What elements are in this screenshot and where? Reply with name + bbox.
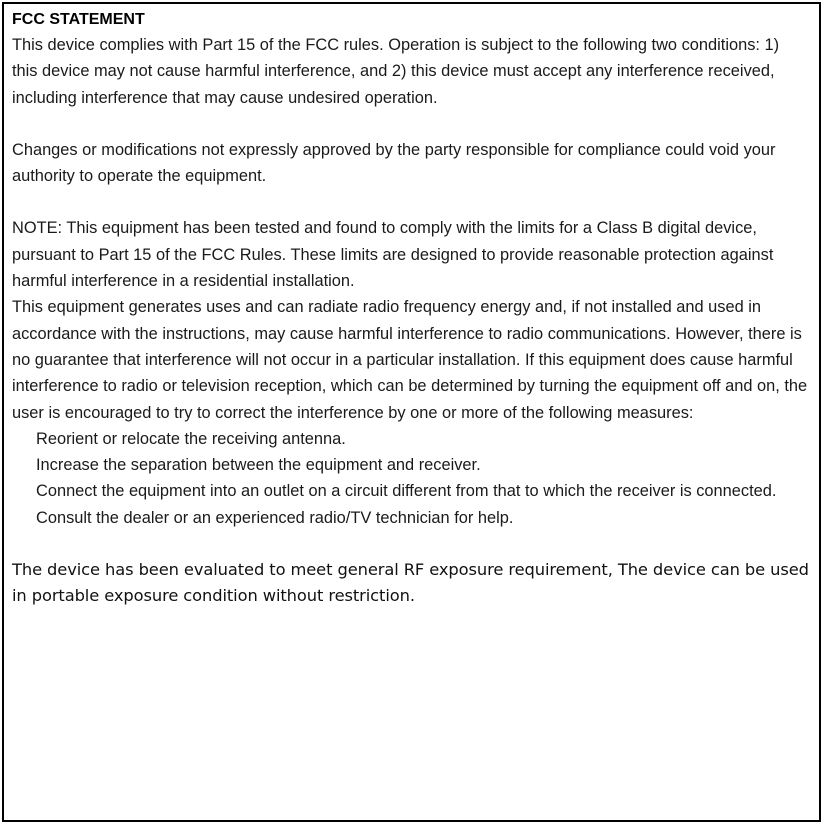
paragraph-gap	[12, 531, 809, 557]
measure-item: Reorient or relocate the receiving antenna.	[36, 429, 346, 448]
measure-item: Increase the separation between the equipment and receiver.	[36, 456, 481, 475]
modifications-paragraph: Changes or modifications not expressly approved by the party responsible for compliance could void your authority to operate the equipment.	[12, 140, 776, 186]
measures-list	[12, 426, 809, 531]
interference-paragraph: This equipment generates uses and can radiate radio frequency energy and, if not installed and used in accordance with the instructions, may cause harmful interference to radio communications. However, there is no guarantee that interference will not occur in a particular installation. If this equipment does cause harmful interference to radio or television reception, which can be determined by turning the equipment off and on, the user is encouraged to try to correct the interference by one or more of the following measures:	[12, 298, 808, 422]
statement-title: FCC STATEMENT	[12, 11, 145, 28]
fcc-statement-box	[2, 2, 821, 822]
paragraph-gap	[12, 189, 809, 215]
note-paragraph: NOTE: This equipment has been tested and found to comply with the limits for a Class B digital device, pursuant to Part 15 of the FCC Rules. These limits are designed to provide reasonable protection against harmful interference in a residential installation.	[12, 219, 774, 291]
measure-item: Consult the dealer or an experienced radio/TV technician for help.	[36, 508, 514, 527]
rf-exposure-paragraph: The device has been evaluated to meet general RF exposure requirement, The device can be used in portable exposure condition without restriction.	[12, 560, 809, 606]
paragraph-gap	[12, 111, 809, 137]
compliance-paragraph: This device complies with Part 15 of the FCC rules. Operation is subject to the following two conditions: 1) this device may not cause harmful interference, and 2) this device must accept any interference received, including interference that may cause undesired operation.	[12, 36, 780, 107]
measure-item: Connect the equipment into an outlet on a circuit different from that to which the receiver is connected.	[36, 482, 777, 501]
